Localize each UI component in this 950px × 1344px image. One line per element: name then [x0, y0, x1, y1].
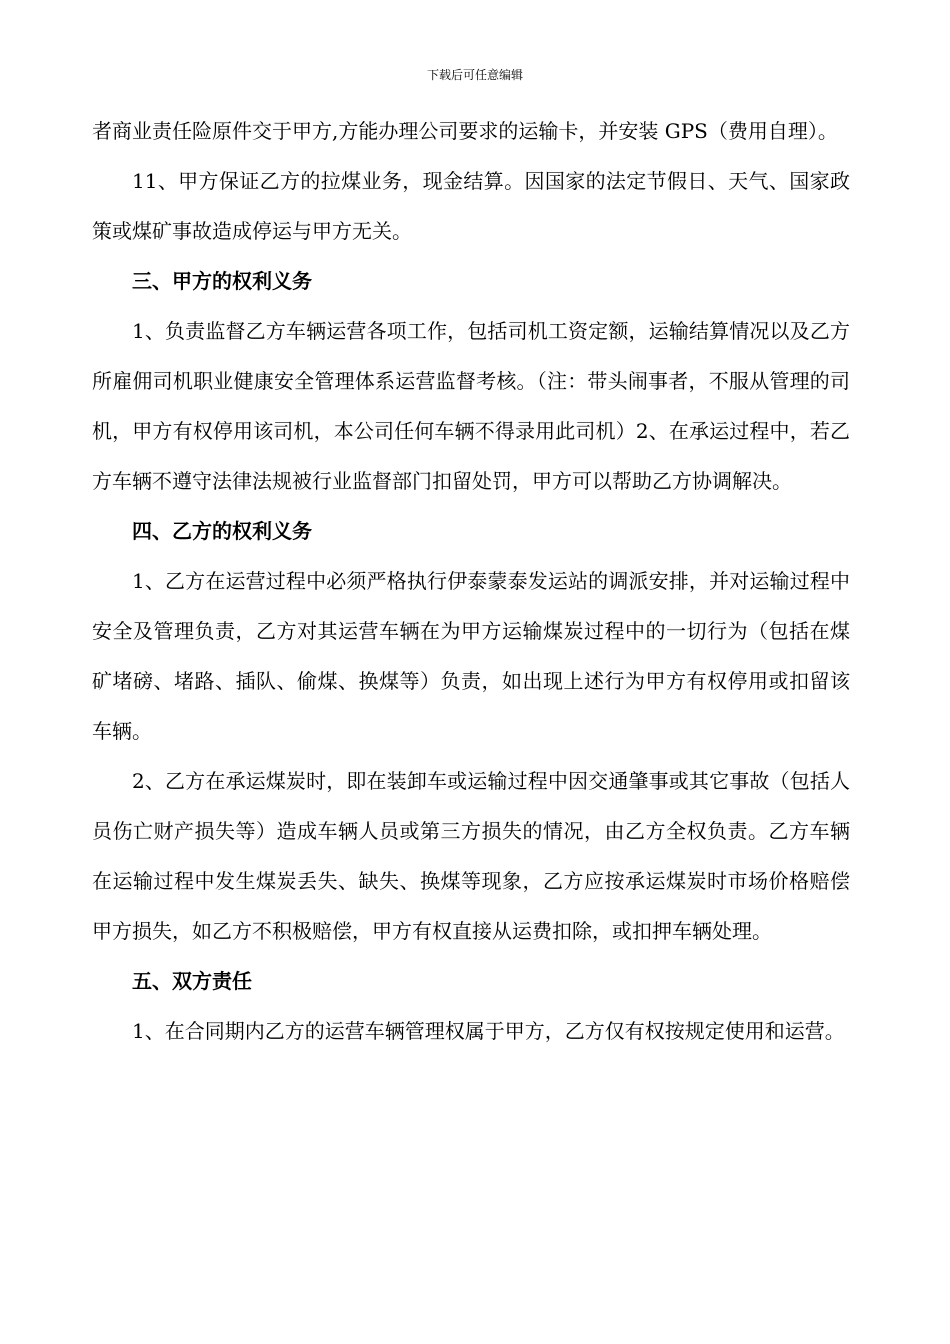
section-heading-party-b: 四、乙方的权利义务 — [132, 519, 312, 543]
section-heading-party-a: 三、甲方的权利义务 — [132, 269, 312, 293]
section-heading-both-parties: 五、双方责任 — [132, 969, 252, 993]
paragraph-clause-11: 11、甲方保证乙方的拉煤业务，现金结算。因国家的法定节假日、天气、国家政策或煤矿事故造成停运与甲方无关。 — [92, 169, 850, 243]
paragraph-party-b-duty-2: 2、乙方在承运煤炭时，即在装卸车或运输过程中因交通肇事或其它事故（包括人员伤亡财产损失等）造成车辆人员或第三方损失的情况，由乙方全权负责。乙方车辆在运输过程中发生煤炭丢失、缺失、换煤等现象，乙方应按承运煤炭时市场价格赔偿甲方损失，如乙方不积极赔偿，甲方有权直接从运费扣除，或扣押车辆处理。 — [92, 769, 850, 943]
paragraph-party-b-duty-1: 1、乙方在运营过程中必须严格执行伊泰蒙泰发运站的调派安排，并对运输过程中安全及管理负责，乙方对其运营车辆在为甲方运输煤炭过程中的一切行为（包括在煤矿堵磅、堵路、插队、偷煤、换煤等）负责，如出现上述行为甲方有权停用或扣留该车辆。 — [92, 569, 850, 743]
paragraph-both-parties-duty-1: 1、在合同期内乙方的运营车辆管理权属于甲方，乙方仅有权按规定使用和运营。 — [132, 1019, 845, 1043]
paragraph-party-a-duty-1: 1、负责监督乙方车辆运营各项工作，包括司机工资定额，运输结算情况以及乙方所雇佣司机职业健康安全管理体系运营监督考核。（注：带头闹事者，不服从管理的司机，甲方有权停用该司机，本公司任何车辆不得录用此司机）2、在承运过程中，若乙方车辆不遵守法律法规被行业监督部门扣留处罚，甲方可以帮助乙方协调解决。 — [92, 319, 850, 493]
page-header-note: 下载后可任意编辑 — [426, 68, 523, 82]
document-body — [92, 106, 850, 1056]
paragraph-gps-fee: 者商业责任险原件交于甲方,方能办理公司要求的运输卡，并安装 GPS（费用自理）。 — [92, 119, 838, 143]
